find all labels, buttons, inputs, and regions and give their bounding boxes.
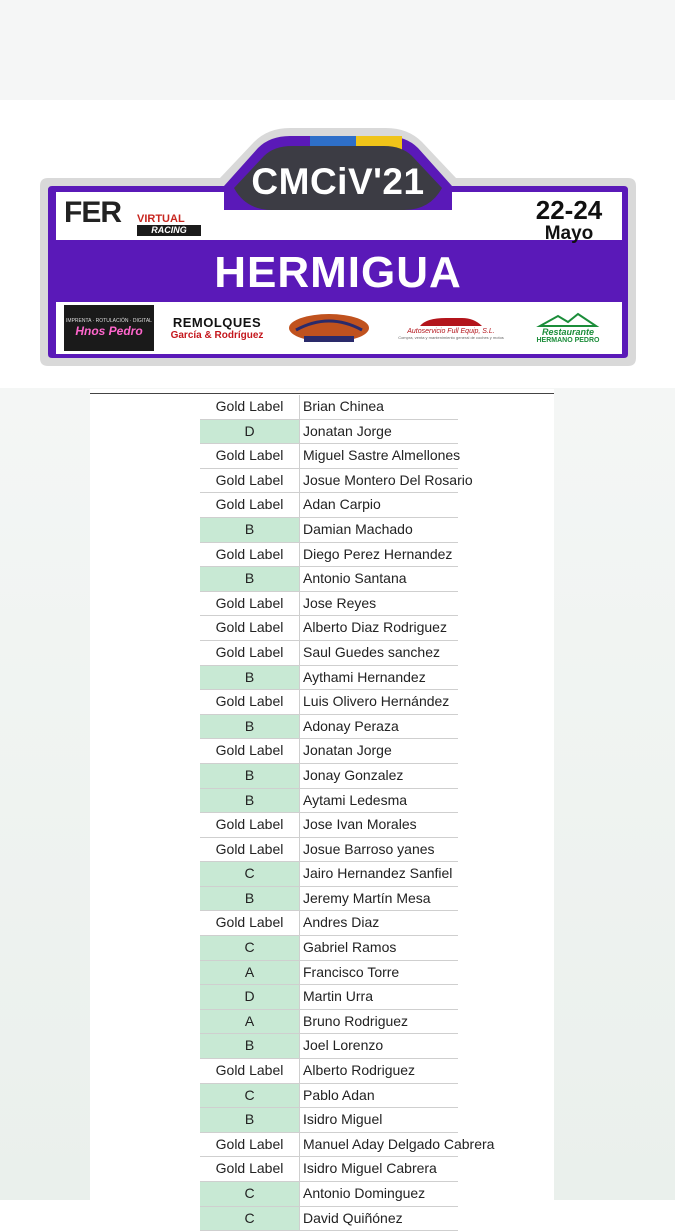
class-cell: Gold Label [200, 616, 300, 640]
table-row [200, 813, 458, 838]
driver-name-cell: Isidro Miguel [303, 1111, 383, 1128]
class-cell: C [200, 862, 300, 886]
class-cell: A [200, 1010, 300, 1034]
driver-name-cell: Adonay Peraza [303, 717, 399, 734]
class-cell: B [200, 666, 300, 690]
class-cell: Gold Label [200, 690, 300, 714]
sponsor-cafeteria [284, 305, 374, 351]
class-cell: Gold Label [200, 813, 300, 837]
driver-name-cell: Luis Olivero Hernández [303, 693, 450, 710]
class-cell: Gold Label [200, 444, 300, 468]
driver-name-cell: Diego Perez Hernandez [303, 545, 453, 562]
class-cell: B [200, 567, 300, 591]
entry-list-table [200, 395, 495, 1231]
fer-virtual-text: VIRTUAL [137, 213, 185, 225]
class-cell: Gold Label [200, 739, 300, 763]
table-row [200, 1108, 458, 1133]
mountain-icon [538, 313, 598, 327]
class-cell: Gold Label [200, 592, 300, 616]
table-row [200, 469, 473, 494]
fer-virtual-racing-logo [64, 196, 204, 240]
driver-name-cell: Miguel Sastre Almellones [303, 447, 461, 464]
date-range: 22-24 [535, 195, 603, 225]
table-row [200, 1034, 458, 1059]
table-row [200, 789, 458, 814]
driver-name-cell: Josue Montero Del Rosario [303, 471, 473, 488]
table-row [200, 1084, 458, 1109]
table-row [200, 862, 458, 887]
table-row [200, 641, 458, 666]
class-cell: A [200, 961, 300, 985]
entry-list-sheet [90, 389, 554, 1226]
class-cell: C [200, 1182, 300, 1206]
table-row [200, 493, 458, 518]
upper-white-band-mid [224, 210, 452, 240]
table-row [200, 395, 458, 420]
class-cell: Gold Label [200, 838, 300, 862]
class-cell: C [200, 936, 300, 960]
class-cell: C [200, 1207, 300, 1231]
driver-name-cell: Jonatan Jorge [303, 742, 392, 759]
class-cell: D [200, 985, 300, 1009]
class-cell: B [200, 1034, 300, 1058]
table-row [200, 838, 458, 863]
event-title: CMCiV'21 [251, 161, 425, 202]
table-row [200, 961, 458, 986]
class-cell: B [200, 887, 300, 911]
class-cell: Gold Label [200, 395, 300, 419]
class-cell: D [200, 420, 300, 444]
driver-name-cell: Jose Reyes [303, 594, 377, 611]
driver-name-cell: Pablo Adan [303, 1086, 375, 1103]
driver-name-cell: Josue Barroso yanes [303, 840, 435, 857]
driver-name-cell: Aytami Ledesma [303, 791, 408, 808]
table-row [200, 1182, 458, 1207]
class-cell: Gold Label [200, 493, 300, 517]
class-cell: Gold Label [200, 641, 300, 665]
car-icon [416, 316, 486, 328]
driver-name-cell: Manuel Aday Delgado Cabrera [303, 1135, 495, 1152]
table-row [200, 887, 458, 912]
table-row [200, 420, 458, 445]
driver-name-cell: Bruno Rodriguez [303, 1012, 409, 1029]
table-row [200, 985, 458, 1010]
driver-name-cell: Jairo Hernandez Sanfiel [303, 865, 453, 882]
driver-name-cell: Francisco Torre [303, 963, 400, 980]
class-cell: Gold Label [200, 469, 300, 493]
sponsor-hnos-pedro: IMPRENTA · ROTULACIÓN · DIGITAL Hnos Pedro [64, 305, 154, 351]
table-row [200, 690, 458, 715]
table-row [200, 518, 458, 543]
sheet-top-border [90, 393, 554, 394]
top-band [0, 0, 675, 100]
table-row [200, 1157, 458, 1182]
driver-name-cell: Jonay Gonzalez [303, 766, 404, 783]
table-row [200, 666, 458, 691]
table-row [200, 567, 458, 592]
table-row [200, 1133, 495, 1158]
table-row [200, 1059, 458, 1084]
class-cell: B [200, 764, 300, 788]
class-cell: B [200, 518, 300, 542]
cafeteria-logo-icon [286, 308, 372, 348]
driver-name-cell: Adan Carpio [303, 496, 381, 513]
driver-name-cell: Jose Ivan Morales [303, 816, 417, 833]
sponsor-restaurante: Restaurante HERMANO PEDRO [524, 305, 612, 351]
driver-name-cell: David Quiñónez [303, 1209, 403, 1226]
table-row [200, 444, 461, 469]
driver-name-cell: Gabriel Ramos [303, 939, 397, 956]
driver-name-cell: Antonio Dominguez [303, 1185, 426, 1201]
class-cell: C [200, 1084, 300, 1108]
fer-mark: FER [64, 196, 121, 229]
table-row [200, 616, 458, 641]
driver-name-cell: Isidro Miguel Cabrera [303, 1160, 437, 1177]
driver-name-cell: Aythami Hernandez [303, 668, 426, 685]
driver-name-cell: Joel Lorenzo [303, 1037, 384, 1054]
class-cell: Gold Label [200, 543, 300, 567]
class-cell: Gold Label [200, 911, 300, 935]
sponsor-autoservicio: Autoservicio Full Equip, S.L. Compra, venta y mantenimiento general de coches y motos [386, 305, 516, 351]
driver-name-cell: Brian Chinea [303, 398, 384, 414]
class-cell: B [200, 715, 300, 739]
driver-name-cell: Saul Guedes sanchez [303, 643, 440, 660]
driver-name-cell: Damian Machado [303, 520, 413, 537]
class-cell: Gold Label [200, 1059, 300, 1083]
driver-name-cell: Jonatan Jorge [303, 422, 392, 439]
event-location: HERMIGUA [214, 248, 462, 297]
table-row [200, 543, 458, 568]
sponsor-remolques: REMOLQUES García & Rodríguez [170, 315, 264, 341]
table-row [200, 764, 458, 789]
driver-name-cell: Alberto Diaz Rodriguez [303, 619, 447, 636]
class-cell: B [200, 789, 300, 813]
driver-name-cell: Martin Urra [303, 988, 374, 1005]
table-row [200, 592, 458, 617]
date-month: Mayo [544, 223, 594, 244]
table-row [200, 739, 458, 764]
driver-name-cell: Antonio Santana [303, 570, 407, 587]
table-row [200, 1010, 458, 1035]
driver-name-cell: Jeremy Martín Mesa [303, 889, 431, 906]
driver-name-cell: Alberto Rodriguez [303, 1062, 416, 1079]
event-date [520, 196, 618, 244]
table-row [200, 715, 458, 740]
class-cell: B [200, 1108, 300, 1132]
table-row [200, 911, 458, 936]
driver-name-cell: Andres Diaz [303, 914, 380, 931]
class-cell: Gold Label [200, 1157, 300, 1181]
table-row [200, 1207, 458, 1231]
table-row [200, 936, 458, 961]
fer-racing-text: RACING [137, 225, 201, 236]
class-cell: Gold Label [200, 1133, 300, 1157]
